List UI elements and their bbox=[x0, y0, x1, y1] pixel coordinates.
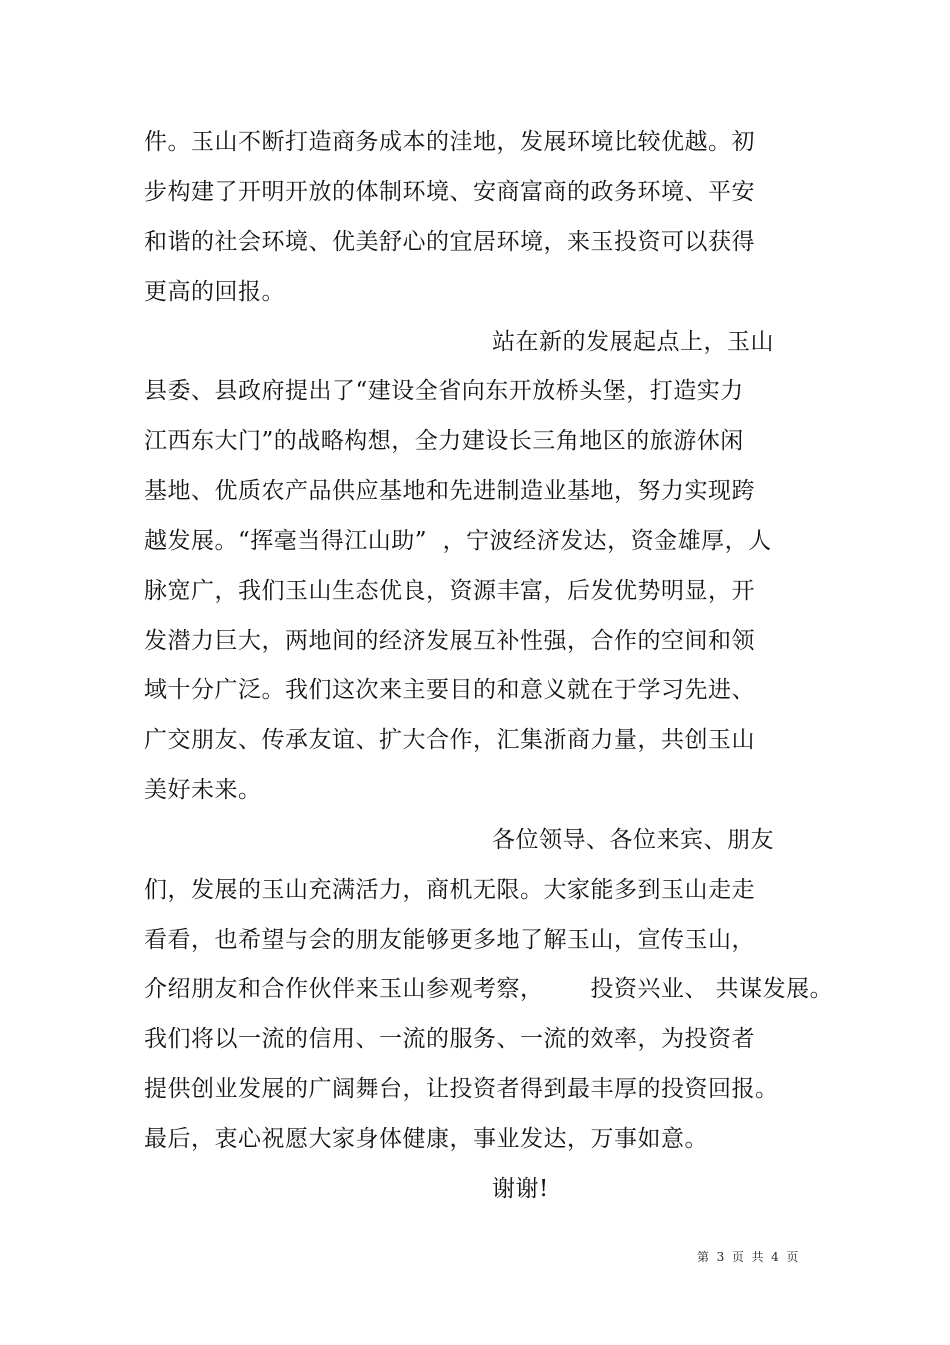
text-line: 介绍朋友和合作伙伴来玉山参观考察， 投资兴业、 共谋发展。 bbox=[144, 976, 834, 1002]
closing-thanks: 谢谢! bbox=[492, 1176, 549, 1202]
text-line: 和谐的社会环境、优美舒心的宜居环境，来玉投资可以获得 bbox=[144, 229, 755, 255]
text-line: 美好未来。 bbox=[144, 777, 262, 803]
text-line: 域十分广泛。我们这次来主要目的和意义就在于学习先进、 bbox=[144, 677, 755, 703]
text-line: 我们将以一流的信用、一流的服务、一流的效率，为投资者 bbox=[144, 1026, 755, 1052]
text-line: 提供创业发展的广阔舞台，让投资者得到最丰厚的投资回报。 bbox=[144, 1076, 779, 1102]
text-line: 脉宽广，我们玉山生态优良，资源丰富，后发优势明显，开 bbox=[144, 578, 755, 604]
text-line: 江西东大门”的战略构想，全力建设长三角地区的旅游休闲 bbox=[144, 428, 744, 454]
text-line: 广交朋友、传承友谊、扩大合作，汇集浙商力量，共创玉山 bbox=[144, 727, 755, 753]
text-line: 基地、优质农产品供应基地和先进制造业基地，努力实现跨 bbox=[144, 478, 755, 504]
text-line: 最后，衷心祝愿大家身体健康，事业发达，万事如意。 bbox=[144, 1126, 708, 1152]
text-line: 各位领导、各位来宾、朋友 bbox=[492, 827, 774, 853]
text-line: 县委、县政府提出了“建设全省向东开放桥头堡，打造实力 bbox=[144, 378, 744, 404]
text-line: 步构建了开明开放的体制环境、安商富商的政务环境、平安 bbox=[144, 179, 755, 205]
text-line: 越发展。“挥毫当得江山助” ，宁波经济发达，资金雄厚，人 bbox=[144, 528, 772, 554]
page-number-footer: 第 3 页 共 4 页 bbox=[697, 1250, 799, 1264]
text-line: 看看，也希望与会的朋友能够更多地了解玉山，宣传玉山， bbox=[144, 927, 755, 953]
text-line: 件。玉山不断打造商务成本的洼地，发展环境比较优越。初 bbox=[144, 129, 755, 155]
text-line: 们，发展的玉山充满活力，商机无限。大家能多到玉山走走 bbox=[144, 877, 755, 903]
text-line: 站在新的发展起点上，玉山 bbox=[492, 329, 774, 355]
text-line: 更高的回报。 bbox=[144, 279, 285, 305]
text-line: 发潜力巨大，两地间的经济发展互补性强，合作的空间和领 bbox=[144, 628, 755, 654]
